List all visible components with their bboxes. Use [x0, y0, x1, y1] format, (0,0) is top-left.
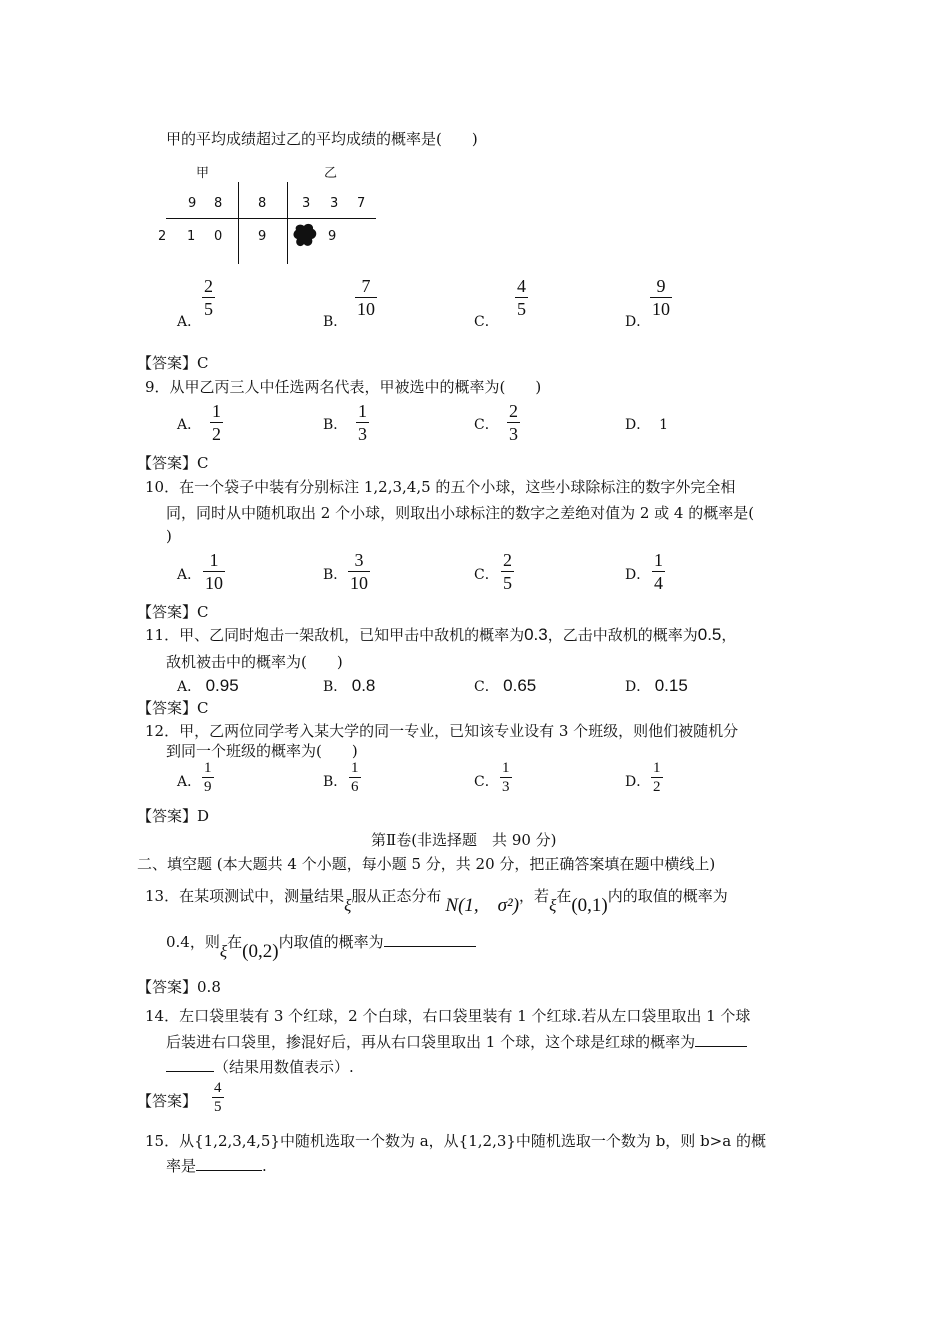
q12-option-b-fraction: 1 6: [351, 760, 359, 795]
section2-title: 第Ⅱ卷(非选择题 共 90 分): [371, 831, 557, 849]
q14-answer-blank-cont[interactable]: [166, 1057, 214, 1072]
q8-option-d-label: D．: [625, 314, 651, 330]
q10-line3: ): [166, 527, 172, 545]
q8-option-a-label: A．: [177, 314, 202, 330]
q14-line2: 后装进右口袋里，掺混好后，再从右口袋里取出 1 个球，这个球是红球的概率为: [166, 1031, 747, 1052]
q12-option-d-label: D．: [625, 774, 651, 790]
q10-answer: 【答案】C: [137, 603, 209, 621]
q10-option-c-label: C．: [474, 567, 499, 583]
q10-option-c-fraction: 2 5: [503, 550, 512, 593]
q10-line2: 同，同时从中随机取出 2 个小球，则取出小球标注的数字之差绝对值为 2 或 4 的概率是(: [166, 504, 755, 522]
q9-option-b-label: B．: [323, 417, 348, 433]
q8-option-c-label: C．: [474, 314, 499, 330]
q14-answer-fraction: 4 5: [214, 1080, 222, 1115]
q9-text: 9．从甲乙丙三人中任选两名代表，甲被选中的概率为( ): [145, 378, 542, 396]
q11-answer: 【答案】C: [137, 699, 209, 717]
q12-option-a-fraction: 1 9: [204, 760, 212, 795]
stemplot-leaf: 8: [214, 196, 223, 211]
stemplot-leaf: 9: [328, 229, 337, 244]
q10-option-d-label: D．: [625, 567, 651, 583]
q12-option-b-label: B．: [323, 774, 348, 790]
q11-line2: 敌机被击中的概率为( ): [166, 653, 343, 671]
stem-leaf-plot: [150, 158, 390, 268]
stemplot-stem: 8: [258, 196, 267, 211]
q10-option-a-label: A．: [177, 567, 202, 583]
q13-answer-blank[interactable]: [384, 932, 476, 947]
q8-option-a-fraction: 2 5: [204, 276, 213, 319]
q8-option-b-fraction: 7 10: [357, 276, 375, 319]
q9-option-c-label: C．: [474, 417, 499, 433]
q14-answer-label: 【答案】: [137, 1092, 198, 1110]
q9-option-a-label: A．: [177, 417, 202, 433]
interval-0-1: (0,1): [571, 895, 608, 916]
q12-option-c-label: C．: [474, 774, 499, 790]
stemplot-left-header: 甲: [196, 166, 210, 181]
interval-0-2: (0,2): [242, 941, 279, 962]
xi-symbol: ξ: [549, 896, 557, 915]
q9-answer: 【答案】C: [137, 454, 209, 472]
q12-option-c-fraction: 1 3: [502, 760, 510, 795]
q11-line1: 11．甲、乙同时炮击一架敌机，已知甲击中敌机的概率为0.3，乙击中敌机的概率为0.5，: [145, 625, 737, 644]
stemplot-leaf: 7: [357, 196, 366, 211]
q9-option-c-fraction: 2 3: [509, 401, 518, 444]
q10-line1: 10．在一个袋子中装有分别标注 1,2,3,4,5 的五个小球，这些小球除标注的数字外完全相: [145, 478, 736, 496]
stemplot-leaf: 0: [214, 229, 223, 244]
q12-option-d-fraction: 1 2: [653, 760, 661, 795]
q9-option-b-fraction: 1 3: [358, 401, 367, 444]
q12-option-a-label: A．: [177, 774, 202, 790]
stemplot-leaf: 3: [330, 196, 339, 211]
q8-answer: 【答案】C: [137, 354, 209, 372]
q12-line2: 到同一个班级的概率为( ): [166, 742, 358, 760]
q8-option-b-label: B．: [323, 314, 348, 330]
q13-line2: 0.4，则ξ在(0,2)内取值的概率为: [166, 931, 476, 953]
stemplot-hline: [166, 218, 376, 219]
stemplot-leaf: 2: [158, 229, 167, 244]
q12-answer: 【答案】D: [137, 807, 210, 825]
q14-answer-blank[interactable]: [695, 1032, 747, 1047]
stemplot-leaf: 3: [302, 196, 311, 211]
stemplot-vline-left: [238, 182, 239, 264]
q15-answer-blank[interactable]: [196, 1156, 262, 1171]
q10-option-b-label: B．: [323, 567, 348, 583]
q9-option-d: D． 1: [625, 417, 669, 433]
q10-option-a-fraction: 1 10: [205, 550, 223, 593]
q11-option-c: C． 0.65: [474, 676, 537, 695]
q11-option-a: A． 0.95: [177, 676, 239, 695]
q8-option-c-fraction: 4 5: [517, 276, 526, 319]
q11-option-d: D． 0.15: [625, 676, 688, 695]
stemplot-leaf: 9: [188, 196, 197, 211]
section2-subtitle: 二、填空题 (本大题共 4 个小题，每小题 5 分，共 20 分，把正确答案填在题中横线上): [137, 855, 716, 873]
q9-option-a-fraction: 1 2: [212, 401, 221, 444]
xi-symbol: ξ: [344, 896, 352, 915]
q12-line1: 12．甲，乙两位同学考入某大学的同一专业，已知该专业设有 3 个班级，则他们被随机分: [145, 722, 739, 740]
q8-stem-text: 甲的平均成绩超过乙的平均成绩的概率是( ): [166, 130, 478, 148]
q14-line3: （结果用数值表示）.: [166, 1056, 354, 1077]
q11-option-b: B． 0.8: [323, 676, 376, 695]
q13-line1: 13．在某项测试中，测量结果ξ服从正态分布 N(1, σ²)，若ξ在(0,1)内的取值的概率为: [145, 887, 728, 916]
q10-option-b-fraction: 3 10: [350, 550, 368, 593]
stemplot-leaf: 1: [187, 229, 196, 244]
q10-option-d-fraction: 1 4: [654, 550, 663, 593]
q15-line2: 率是 .: [166, 1157, 267, 1175]
xi-symbol: ξ: [219, 942, 228, 961]
stemplot-vline-right: [287, 182, 288, 264]
stemplot-right-header: 乙: [324, 166, 338, 181]
ink-blot-smudge: [292, 222, 318, 250]
q13-answer: 【答案】0.8: [137, 978, 221, 996]
q15-line1: 15．从{1,2,3,4,5}中随机选取一个数为 a，从{1,2,3}中随机选取一个数为 b，则 b>a 的概: [145, 1132, 766, 1150]
q8-option-d-fraction: 9 10: [652, 276, 670, 319]
q14-line1: 14．左口袋里装有 3 个红球，2 个白球，右口袋里装有 1 个红球.若从左口袋里取出 1 个球: [145, 1007, 751, 1025]
stemplot-stem: 9: [258, 229, 267, 244]
normal-distribution: N(1, σ²): [445, 895, 520, 916]
